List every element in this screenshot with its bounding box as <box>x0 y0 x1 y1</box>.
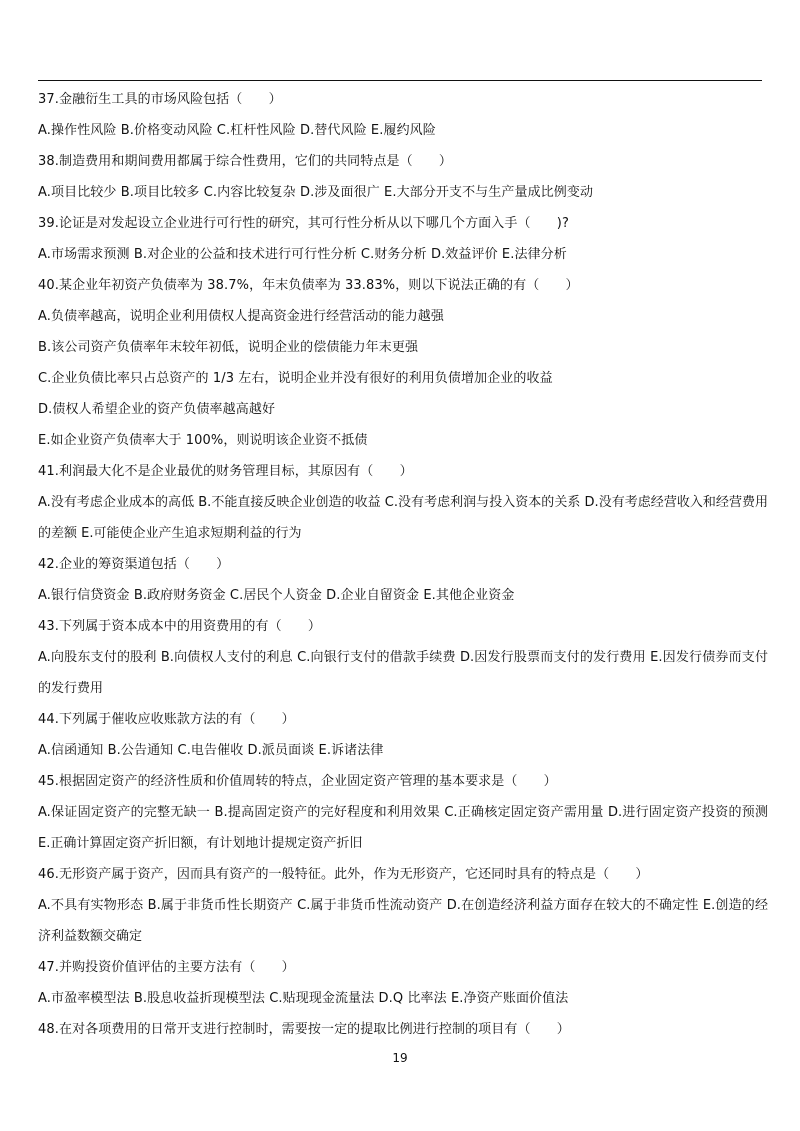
options-39: A.市场需求预测 B.对企业的公益和技术进行可行性分析 C.财务分析 D.效益评价 E.法律分析 <box>38 247 567 262</box>
question-48: 48.在对各项费用的日常开支进行控制时，需要按一定的提取比例进行控制的项目有（ ） <box>38 1022 570 1037</box>
question-43: 43.下列属于资本成本中的用资费用的有（ ） <box>38 619 321 634</box>
options-45: A.保证固定资产的完整无缺一 B.提高固定资产的完好程度和利用效果 C.正确核定固定资产需用量 D.进行固定资产投资的预测 E.正确计算固定资产折旧额，有计划地计提规定资产折旧 <box>38 805 768 851</box>
question-44: 44.下列属于催收应收账款方法的有（ ） <box>38 712 295 727</box>
question-39: 39.论证是对发起设立企业进行可行性的研究，其可行性分析从以下哪几个方面入手（ )? <box>38 216 569 231</box>
options-37: A.操作性风险 B.价格变动风险 C.杠杆性风险 D.替代风险 E.履约风险 <box>38 123 436 138</box>
page-number: 19 <box>392 1051 408 1065</box>
question-38: 38.制造费用和期间费用都属于综合性费用，它们的共同特点是（ ） <box>38 154 452 169</box>
options-44: A.信函通知 B.公告通知 C.电告催收 D.派员面谈 E.诉诸法律 <box>38 743 384 758</box>
options-43: A.向股东支付的股利 B.向债权人支付的利息 C.向银行支付的借款手续费 D.因发行股票而支付的发行费用 E.因发行债券而支付的发行费用 <box>38 650 768 696</box>
option-40-a: A.负债率越高，说明企业利用债权人提高资金进行经营活动的能力越强 <box>38 309 444 324</box>
question-41: 41.利润最大化不是企业最优的财务管理目标，其原因有（ ） <box>38 464 413 479</box>
question-47: 47.并购投资价值评估的主要方法有（ ） <box>38 960 295 975</box>
question-45: 45.根据固定资产的经济性质和价值周转的特点，企业固定资产管理的基本要求是（ ） <box>38 774 557 789</box>
header-rule <box>38 80 762 81</box>
question-37: 37.金融衍生工具的市场风险包括（ ） <box>38 92 282 107</box>
option-40-c: C.企业负债比率只占总资产的 1/3 左右，说明企业并没有很好的利用负债增加企业的收益 <box>38 371 553 386</box>
option-40-d: D.债权人希望企业的资产负债率越高越好 <box>38 402 276 417</box>
option-40-b: B.该公司资产负债率年末较年初低，说明企业的偿债能力年末更强 <box>38 340 419 355</box>
options-46: A.不具有实物形态 B.属于非货币性长期资产 C.属于非货币性流动资产 D.在创造经济利益方面存在较大的不确定性 E.创造的经济利益数额交确定 <box>38 898 768 944</box>
options-47: A.市盈率模型法 B.股息收益折现模型法 C.贴现现金流量法 D.Q 比率法 E.净资产账面价值法 <box>38 991 569 1006</box>
options-41: A.没有考虑企业成本的高低 B.不能直接反映企业创造的收益 C.没有考虑利润与投入资本的关系 D.没有考虑经营收入和经营费用的差额 E.可能使企业产生追求短期利益的行为 <box>38 495 768 541</box>
options-42: A.银行信贷资金 B.政府财务资金 C.居民个人资金 D.企业自留资金 E.其他企业资金 <box>38 588 515 603</box>
question-40: 40.某企业年初资产负债率为 38.7%，年末负债率为 33.83%，则以下说法正确的有（ ） <box>38 278 579 293</box>
question-46: 46.无形资产属于资产，因而具有资产的一般特征。此外，作为无形资产，它还同时具有的特点是（ ） <box>38 867 649 882</box>
option-40-e: E.如企业资产负债率大于 100%，则说明该企业资不抵债 <box>38 433 368 448</box>
question-42: 42.企业的筹资渠道包括（ ） <box>38 557 230 572</box>
question-list <box>38 84 768 1045</box>
options-38: A.项目比较少 B.项目比较多 C.内容比较复杂 D.涉及面很广 E.大部分开支不与生产量成比例变动 <box>38 185 594 200</box>
